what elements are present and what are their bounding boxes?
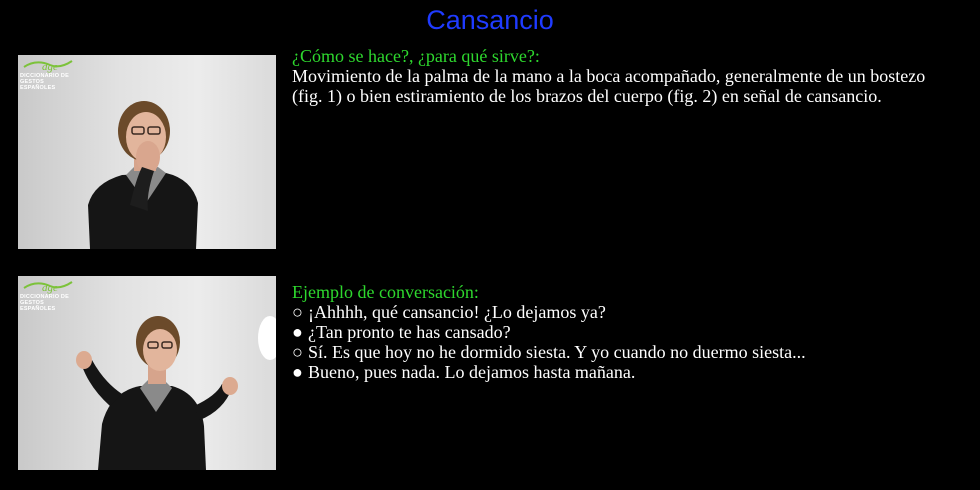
speaker-a-marker: ○ <box>292 342 303 362</box>
svg-text:dge: dge <box>42 282 58 294</box>
logo-caption: DICCIONARIO DE GESTOS ESPAÑOLES <box>20 294 69 312</box>
description-section <box>292 46 952 106</box>
conversation-line-text: ¡Ahhhh, qué cansancio! ¿Lo dejamos ya? <box>308 302 606 322</box>
speaker-b-marker: ● <box>292 362 303 382</box>
page-title: Cansancio <box>426 5 554 35</box>
conversation-line <box>292 342 952 362</box>
logo-caption: DICCIONARIO DE GESTOS ESPAÑOLES <box>20 73 69 91</box>
conversation-line <box>292 322 952 342</box>
conversation-line-text: Bueno, pues nada. Lo dejamos hasta mañana. <box>308 362 636 382</box>
conversation-line <box>292 302 952 322</box>
conversation-section <box>292 282 952 382</box>
description-heading: ¿Cómo se hace?, ¿para qué sirve?: <box>292 46 540 66</box>
conversation-line-text: Sí. Es que hoy no he dormido siesta. Y yo cuando no duermo siesta... <box>308 342 806 362</box>
svg-text:dge: dge <box>42 61 58 73</box>
conversation-heading: Ejemplo de conversación: <box>292 282 479 302</box>
description-body: Movimiento de la palma de la mano a la boca acompañado, generalmente de un bostezo (fig. 1) o bien estiramiento de los brazos del cuerpo (fig. 2) en señal de cansancio. <box>292 66 926 106</box>
speaker-b-marker: ● <box>292 322 303 342</box>
gesture-photo-stretch <box>18 276 276 470</box>
conversation-line <box>292 362 952 382</box>
gesture-photo-yawn <box>18 55 276 249</box>
speaker-a-marker: ○ <box>292 302 303 322</box>
conversation-line-text: ¿Tan pronto te has cansado? <box>308 322 511 342</box>
